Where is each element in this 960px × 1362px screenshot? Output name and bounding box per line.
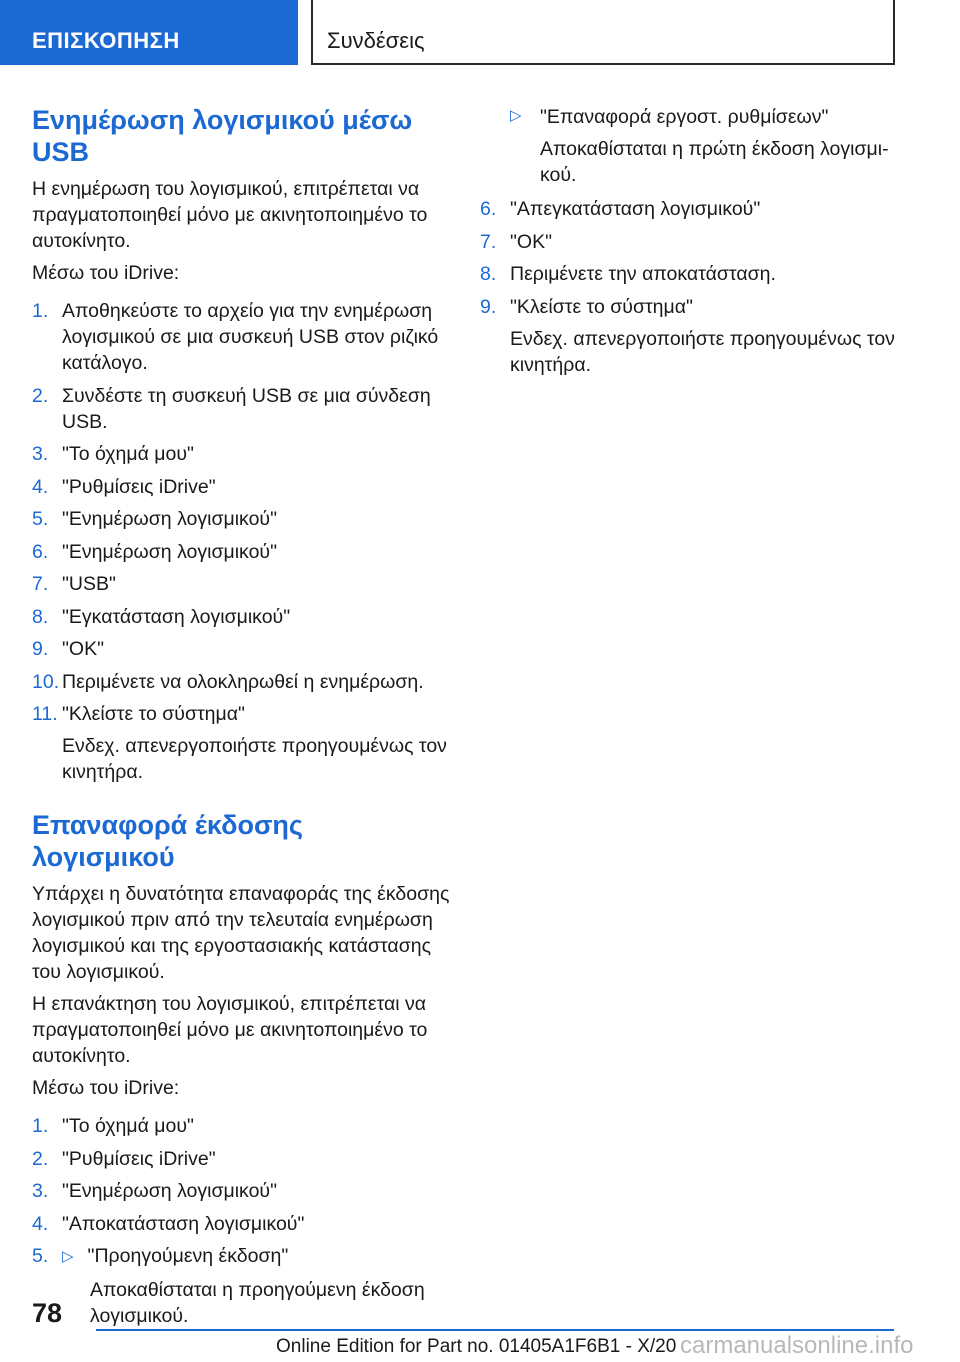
step-number: 1. (32, 1115, 49, 1137)
option-note: Αποκαθίσταται η πρώτη έκδοση λογισμι- κού. (540, 138, 889, 186)
step-text: "Κλείστε το σύστημα" (62, 703, 245, 725)
step-number: 2. (32, 384, 49, 407)
list-item (32, 669, 452, 695)
list-item (480, 294, 900, 378)
restore-condition-paragraph: Η επανάκτηση του λογισμικού, επιτρέπεται να πραγματοποιηθεί μόνο με ακινητοποιημένο το αυτοκίνητο. (32, 993, 428, 1067)
step-text: "Το όχημά μου" (62, 1115, 194, 1137)
step-number: 5. (32, 508, 49, 530)
step-text: "Ρυθμίσεις iDrive" (62, 475, 216, 498)
step-text: "USB" (62, 573, 116, 595)
list-item (32, 298, 452, 376)
section-heading-usb-update: Ενημέρωση λογισμικού μέσω USB (32, 105, 413, 167)
step-number: 4. (32, 1212, 49, 1235)
list-item (32, 474, 452, 500)
intro-paragraph: Η ενημέρωση του λογισμικού, επιτρέπεται να πραγματοποιηθεί μόνο με ακινητοποιημένο το αυτοκίνητο. (32, 178, 428, 252)
restore-intro-paragraph: Υπάρχει η δυνατότητα επαναφοράς της έκδοσης λογισμικού πριν από την τελευταία ενημέρωση λογισμικού και της εργοστασιακής κατάστασης του λογισμικού. (32, 883, 450, 983)
step-text: "Απεγκατάσταση λογισμικού" (510, 198, 761, 220)
list-item (480, 261, 900, 287)
step-text: "Κλείστε το σύστημα" (510, 295, 693, 318)
step-text: "Ρυθμίσεις iDrive" (62, 1147, 216, 1170)
list-item (32, 1146, 452, 1172)
step-text: "Αποκατάσταση λογισμικού" (62, 1212, 305, 1235)
list-item (32, 383, 452, 435)
step-text: Αποθηκεύστε το αρχείο για την ενημέρωση λογισμικού σε μια συσκευή USB στον ριζικό κατάλογο. (62, 300, 439, 374)
step-text: Συνδέστε τη συσκευή USB σε μια σύνδεση USB. (62, 384, 431, 433)
left-column (32, 104, 452, 1337)
step-note: Ενδεχ. απενεργοποιήστε προηγουμένως τον κινητήρα. (510, 327, 895, 376)
chapter-title: Συνδέσεις (311, 0, 895, 65)
step-number: 9. (32, 638, 49, 660)
step-number: 8. (32, 605, 49, 628)
list-item (480, 229, 900, 255)
step-text: "Ενημέρωση λογισμικού" (62, 1180, 277, 1202)
list-item (32, 571, 452, 597)
step-text: "OK" (510, 230, 553, 253)
step-text: Περιμένετε να ολοκληρωθεί η ενημέρωση. (62, 670, 424, 693)
list-item (32, 539, 452, 565)
list-item (480, 196, 900, 222)
via-idrive-label-2: Μέσω του iDrive: (32, 1077, 180, 1099)
option-label: "Επαναφορά εργοστ. ρυθμίσεων" (540, 106, 829, 128)
step-text: "OK" (62, 638, 105, 660)
via-idrive-label: Μέσω του iDrive: (32, 262, 180, 284)
step-number: 4. (32, 475, 49, 498)
section-heading-restore: Επαναφορά έκδοσης λογισμικού (32, 810, 303, 872)
step-text: "Ενημέρωση λογισμικού" (62, 540, 277, 563)
list-item (32, 1243, 452, 1329)
page-number: 78 (32, 1298, 63, 1328)
option-factory-reset (480, 104, 900, 188)
triangle-right-outline-icon: ▷ (62, 1248, 74, 1265)
step-number: 2. (32, 1147, 49, 1170)
footer-divider (96, 1329, 894, 1331)
step-number: 8. (480, 263, 497, 285)
triangle-right-outline-icon: ▷ (510, 107, 522, 124)
step-text: "Ενημέρωση λογισμικού" (62, 508, 277, 530)
step-number: 6. (32, 540, 49, 563)
list-item (32, 604, 452, 630)
footer-edition: Online Edition for Part no. 01405A1F6B1 - X/20 (276, 1336, 677, 1357)
option-label: "Προηγούμενη έκδοση" (87, 1245, 289, 1267)
step-number: 7. (480, 230, 497, 253)
section-tab: ΕΠΙΣΚΟΠΗΣΗ (0, 0, 298, 65)
step-number: 11. (32, 703, 58, 725)
list-item (32, 506, 452, 532)
watermark: carmanualsonline.info (680, 1332, 914, 1359)
usb-update-steps (32, 298, 452, 785)
step-text: Περιμένετε την αποκατάσταση. (510, 263, 776, 285)
step-text: "Εγκατάσταση λογισμικού" (62, 605, 291, 628)
step-number: 6. (480, 198, 497, 220)
list-item (32, 1178, 452, 1204)
list-item (32, 1211, 452, 1237)
step-number: 7. (32, 573, 49, 595)
step-number: 9. (480, 295, 497, 318)
step-number: 3. (32, 443, 49, 465)
step-number: 10. (32, 670, 60, 693)
restore-steps (32, 1113, 452, 1329)
step-number: 3. (32, 1180, 49, 1202)
list-item (32, 441, 452, 467)
option-note: Αποκαθίσταται η προηγούμενη έκδοση λογισμικού. (90, 1279, 425, 1327)
step-note: Ενδεχ. απενεργοποιήστε προηγουμένως τον κινητήρα. (62, 735, 447, 783)
list-item (32, 636, 452, 662)
list-item (32, 701, 452, 785)
right-column (480, 104, 900, 386)
list-item (32, 1113, 452, 1139)
restore-steps-continued (480, 196, 900, 378)
step-number: 5. (32, 1245, 49, 1267)
step-number: 1. (32, 300, 49, 322)
step-text: "Το όχημά μου" (62, 443, 194, 465)
